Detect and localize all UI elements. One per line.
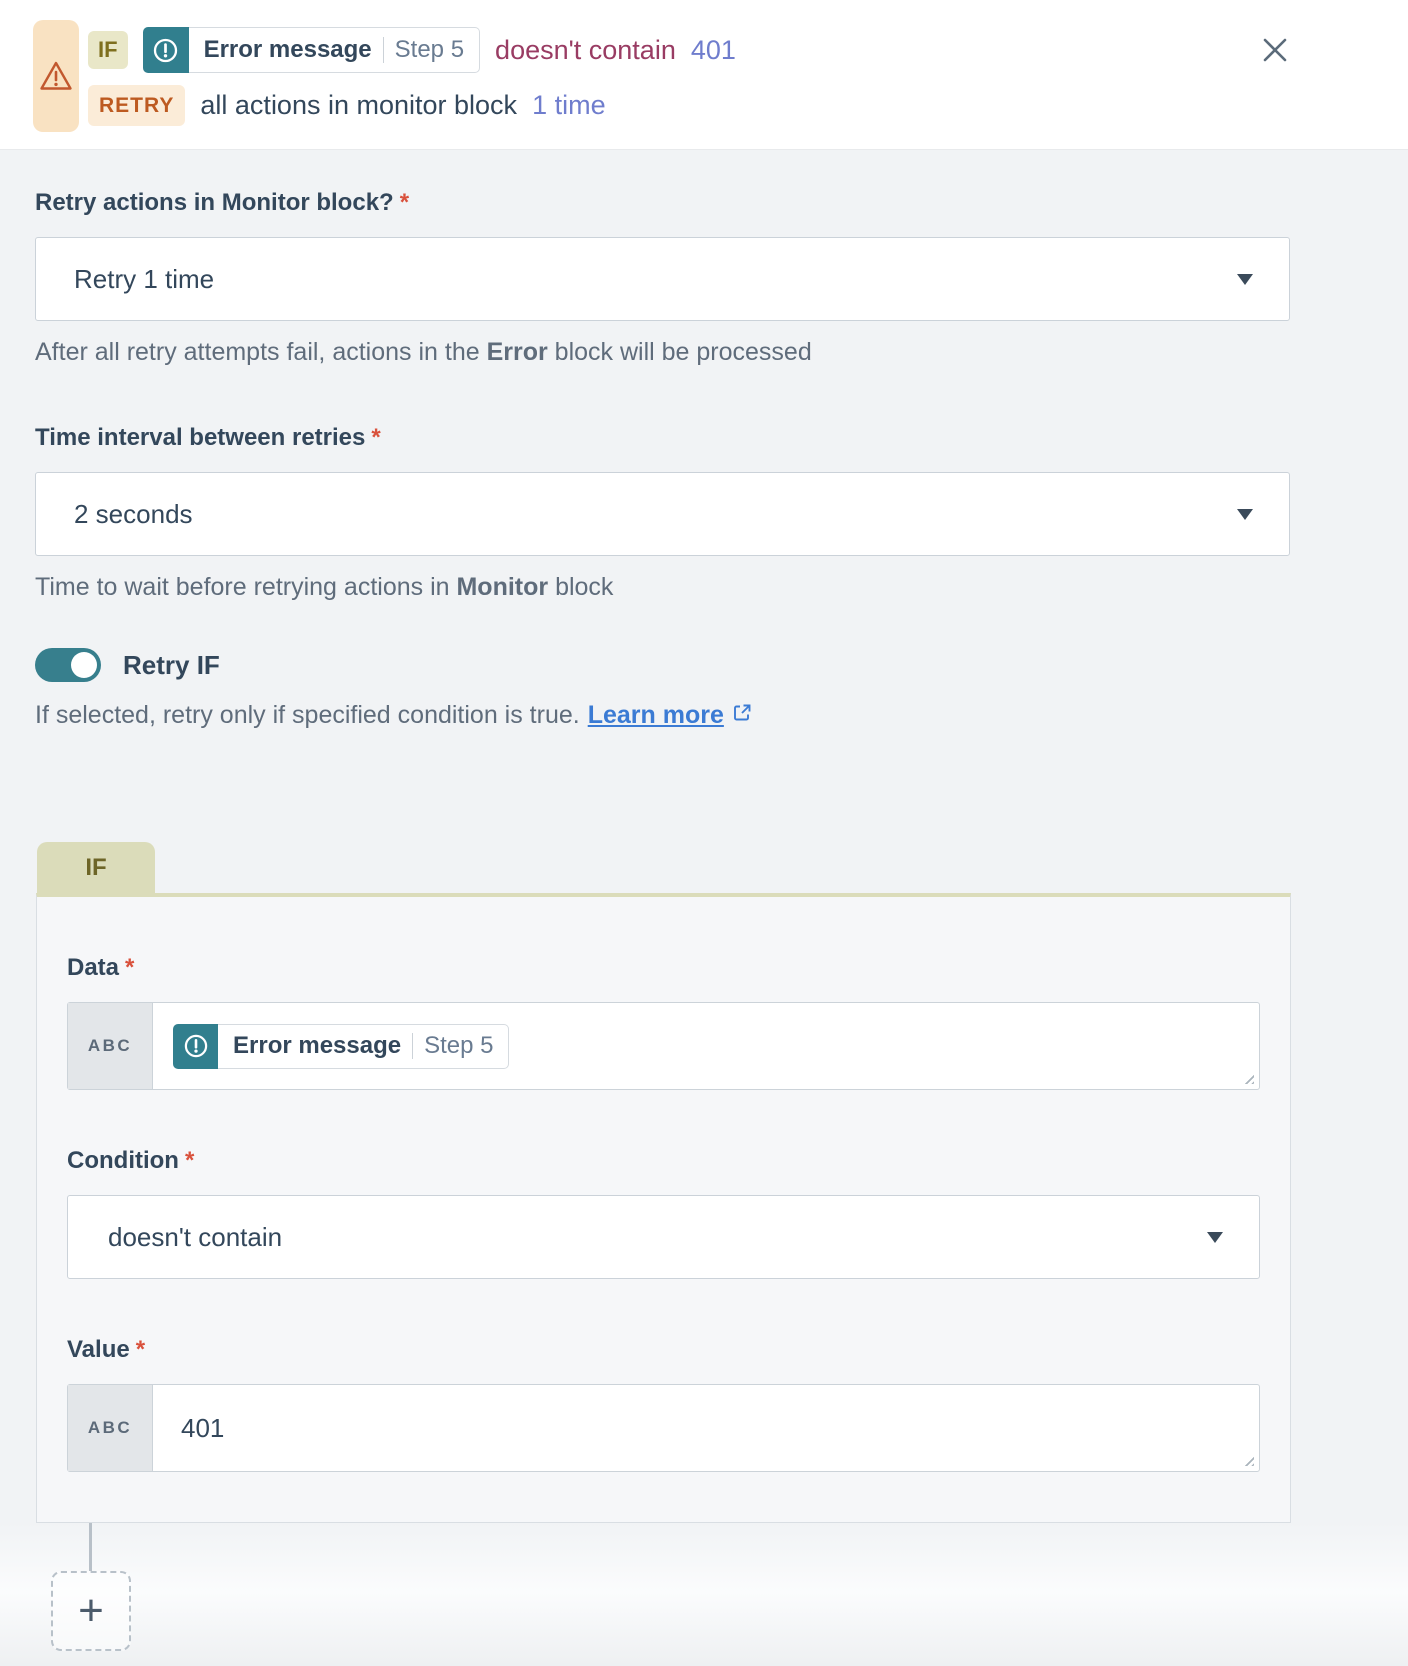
warning-icon: [33, 20, 79, 132]
retry-if-label: Retry IF: [123, 649, 220, 680]
summary-condition-value: 401: [690, 34, 736, 65]
if-condition-summary: [88, 27, 736, 73]
interval-select[interactable]: [35, 472, 1290, 556]
data-input[interactable]: [153, 1003, 1259, 1089]
chip-label: Error message: [203, 36, 372, 63]
value-field-group: [67, 1335, 1260, 1472]
error-message-chip[interactable]: [173, 1024, 509, 1069]
connector-line: [89, 1523, 92, 1571]
retry-summary-text: all actions in monitor block: [200, 89, 518, 120]
if-condition-panel: [36, 893, 1291, 1523]
toggle-knob: [71, 652, 97, 678]
retry-if-row: [35, 648, 1290, 682]
retry-count-label: Retry actions in Monitor block? *: [35, 189, 410, 216]
condition-label: Condition *: [67, 1147, 195, 1174]
data-field-group: [67, 953, 1260, 1090]
plus-icon: +: [78, 1586, 104, 1635]
required-asterisk: *: [135, 1336, 146, 1363]
panel-header: [0, 0, 1408, 150]
chip-label: Error message: [233, 1032, 402, 1059]
retry-if-toggle[interactable]: [35, 648, 101, 682]
add-condition-button[interactable]: [51, 1571, 131, 1651]
value-text: 401: [181, 1412, 225, 1443]
form-body: [0, 188, 1408, 1666]
tab-if[interactable]: IF: [37, 842, 155, 893]
data-input-field: [67, 1002, 1260, 1090]
close-button[interactable]: [1258, 34, 1292, 68]
condition-value: doesn't contain: [108, 1221, 283, 1252]
interval-value: 2 seconds: [74, 498, 193, 529]
caret-down-icon: [1207, 1232, 1223, 1243]
caret-down-icon: [1237, 509, 1253, 520]
chip-divider: [412, 1033, 413, 1059]
external-link-icon: [732, 700, 753, 730]
chip-step: Step 5: [394, 36, 465, 63]
error-icon: [173, 1024, 218, 1069]
rule-summary: [88, 27, 736, 128]
error-icon: [143, 27, 189, 73]
value-input-field: [67, 1384, 1260, 1472]
value-input[interactable]: [153, 1385, 1259, 1471]
retry-count-group: [35, 188, 1290, 367]
interval-group: [35, 423, 1290, 602]
required-asterisk: *: [184, 1147, 195, 1174]
retry-if-help: If selected, retry only if specified condition is true. Learn more: [35, 700, 1290, 730]
retry-summary: [88, 82, 736, 128]
canvas-footer: [0, 1523, 1408, 1666]
chip-body: [218, 1024, 509, 1069]
interval-help: Time to wait before retrying actions in Monitor block: [35, 573, 614, 601]
condition-field-group: [67, 1146, 1260, 1279]
retry-count-select[interactable]: [35, 237, 1290, 321]
required-asterisk: *: [125, 954, 135, 981]
value-label: Value *: [67, 1336, 146, 1363]
caret-down-icon: [1237, 274, 1253, 285]
chip-divider: [383, 37, 384, 63]
retry-summary-count: 1 time: [532, 89, 606, 120]
retry-count-value: Retry 1 time: [74, 263, 215, 294]
condition-select[interactable]: [67, 1195, 1260, 1279]
field-type-badge: ABC: [68, 1385, 153, 1471]
interval-label: Time interval between retries *: [35, 424, 381, 451]
field-type-badge: ABC: [68, 1003, 153, 1089]
required-asterisk: *: [371, 424, 381, 451]
chip-body: [189, 27, 480, 73]
close-icon: [1260, 35, 1290, 68]
data-label: Data *: [67, 954, 135, 981]
retry-badge: RETRY: [88, 85, 185, 126]
learn-more-link[interactable]: Learn more: [587, 701, 724, 729]
required-asterisk: *: [399, 189, 410, 216]
error-message-chip[interactable]: [143, 27, 480, 73]
chip-step: Step 5: [424, 1032, 494, 1059]
retry-count-help: After all retry attempts fail, actions in the Error block will be processed: [35, 338, 812, 366]
summary-condition-text: doesn't contain: [495, 34, 676, 65]
if-badge: IF: [88, 31, 128, 69]
